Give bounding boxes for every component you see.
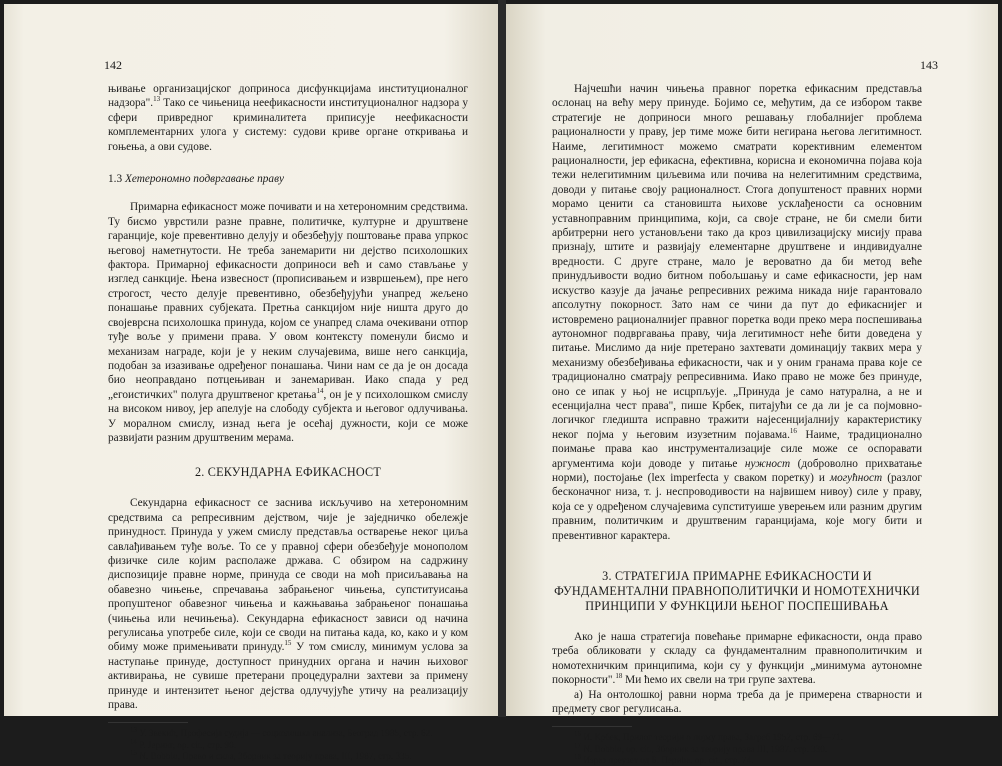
footnote: $^{17}$ N. Bobbio, op. cit., Зборник за теорију права III, 1987. стр. 330. — [574, 741, 828, 754]
right-page — [506, 4, 998, 765]
paragraph: њивање организацијског доприноса дисфункцијама институционалног надзора".$^{13}$ Тако се чињеница неефикасности институционалног надзора у сфери привредног криминалитета приписује неефикасности комплементарних улога у систему: судови криве органе откривања и гоњења, а ови судове. — [108, 83, 468, 153]
subsection-heading: 1.3 Хетерономно подвргавање праву — [108, 173, 284, 186]
left-page-body — [108, 82, 468, 762]
left-page — [4, 4, 498, 761]
footnote: $^{18}$ Израз преузет од Б. Перића, op. cit., стр. 74. — [574, 752, 754, 765]
footnote-ref: 13 — [153, 95, 161, 104]
footnote-rule — [552, 726, 632, 727]
right-page-body — [552, 82, 922, 766]
footnote: $^{15}$ N. Bobbio, Право и сила, Зборник за теорију права, III, 1987, стр. 335. — [130, 748, 412, 761]
paragraph: а) На онтолошкој равни норма треба да је примерена стварности и предмету свог регулисања. — [552, 688, 922, 716]
footnote-ref: 16 — [789, 426, 797, 435]
book-gutter — [498, 0, 506, 717]
footnote-ref: 18 — [615, 672, 623, 681]
footnote: $^{14}$ Р. Јеринг, op. cit., стр. 90. — [130, 737, 236, 750]
footnote-ref: 14 — [316, 386, 324, 395]
paragraph: Најчешћи начин чињења правног поретка ефикасним представља ослонац на већу меру принуде. Бојимо се, међутим, да се избором такве стратегије не доприноси много решавању глобалнијег проблема рационалности у праву, јер тиме може бити негирана његова легитимност. Наиме, легитимност можемо сматрати корективним елементом рационалности, јер ефикасна, ефективна, корисна и економична појава која тежи нелегитимним циљевима или почива на нелегитимним средствима, доводи у питање своју рационалност. Стога допуштеност правних норми морамо ценити са становишта њихове усклађености са основним уставноправним принципима, који, са своје стране, не би смели бити арбитрерни него установљени тако да кроз цивилизацијску мисију права признају, штите и развијају елементарне друштвене и индивидуалне вредности. С друге стране, мало је вероватно да би метод веће принудљивости водио битном побољшању и саме ефикасности, јер нам искуство казује да јачање репресивних режима никада није гарантовало апсолутну покорност. Зато нам се чини да пут до ефикаснијег и истовремено рационалнијег правног поретка води преко мера поспешивања аутономног подвргавања праву, чија легитимност неће бити доведена у питање. Мислимо да није претерано захтевати доминацију таквих мера у механизму обезбеђивања ефикасности, чак и у оним гранама права које се традиционално сматрају репресивнима. Иако право не може без принуде, оно се ипак у њој не исцрпљује. „Принуда је само натурална, а не и есенцијална чест права", пише Крбек, питајући се да ли је са појмовно-логичког гледишта исправно тражити најесенцијалнију карактеристику неког појма у његовим изузетним појавама.$^{16}$ Наиме, традиционално поимање права као инструментализације силе може се оспоравати аргументима који доводе у питање нужност (доброволно прихватање норми), постојање (lex imperfecta у сваком поретку) и могућност (разлог бесконачног низа, т. ј. неспроводивости на највишем нивоу) силе у праву, која се у одређеном случајевима супституише уверењем или разним другим правним, политичким и друштвеним гаранцијама, које могу бити и превентивног карактера. — [552, 83, 923, 542]
paragraph: Ако је наша стратегија повећање примарне ефикасности, онда право треба обликовати у складу са фундаменталним правнополитичким и номотехничким принципима, који су у функцији „минимума аутономне покорности".$^{18}$ Ми ћемо их свели на три групе захтева. — [552, 631, 922, 687]
footnote: $^{13}$ У. Звекић, Професија судија — социолошка анализа, Београд 1985, стр. 62. — [130, 726, 433, 739]
page-number-right: 143 — [920, 58, 938, 72]
footnote: $^{16}$ И. Крбек, Прилог теорији о појму права, Загреб 1952, стр. 69—71. — [574, 730, 843, 743]
footnote-ref: 15 — [284, 639, 292, 648]
page-number-left: 142 — [104, 58, 122, 72]
paragraph: Примарна ефикасност може почивати и на хетерономним средствима. Ту бисмо уврстили разне правне, политичке, културне и друштвене гаранције, које превентивно делују и обезбеђују поштовање права упркос његовој наметнутости. Не треба занемарити ни дејство психолошких фактора. Примарној ефикасности доприноси већ и само стављање у изглед санкције. Њена извесност (прописивањем и извршењем), пре него строгост, често делује превентивно, обезбеђујући унапред жељено понашање правних субјеката. Претња санкцијом није ништа друго до својеврсна психолошка принуда, којом се унапред слама очекивани отпор туђе воље у примени права. У овом контексту поменули бисмо и механизам награде, који је у неким случајевима, више него санкција, подобан за изазивање одређеног понашања. Чини нам се да је он досада био неоправдано потцењиван и занемариван. Иако спада у ред „егоистичких" полуга друштвеног кретања$^{14}$, он је у психолошком смислу на високом нивоу, јер апелује на слободу субјекта и његовог одлучивања. У моралном смислу, изнад њега је осећај дужности, који се може развијати разним друштвеним мерама. — [108, 201, 469, 444]
footnote-rule — [108, 722, 188, 723]
section-heading: 2. СЕКУНДАРНА ЕФИКАСНОСТ — [194, 465, 382, 480]
paragraph: Секундарна ефикасност се заснива искључиво на хетерономним средствима са репресивним дејством, чије је заједничко обележје принудност. Принуда у ужем смислу представља остварење неког циља савлађивањем туђе воље. То се у правној сфери обезбеђује монополом физичке силе којим располаже држава. С обзиром на садржину диспозиције правне норме, принуда се своди на моћ присиљавања на обавезно чињење, спречавања забрањеног чињења, супституисања пропуштеног обавезног чињења и кажњавања забрањеног понашања (чињења или нечињења). Секундарна ефикасност зависи од начина регулисања употребе силе, који се своди на питања када, ко, како и у ком обиму може примењивати принуду.$^{15}$ У том смислу, минимум услова за наступање принуде, доступност принудних органа и начин њиховог активирања, не сувише претерани процедурални захтеви за примену принуде и интензитет њеног дејства одлучујуће утичу на реализацију права. — [108, 497, 468, 712]
section-heading: 3. СТРАТЕГИЈА ПРИМАРНЕ ЕФИКАСНОСТИ И ФУНДАМЕНТАЛНИ ПРАВНОПОЛИТИЧКИ И НОМОТЕХНИЧКИ ПРИНЦИПИ У ФУНКЦИЈИ ЊЕНОГ ПОСПЕШИВАЊА — [554, 569, 920, 613]
